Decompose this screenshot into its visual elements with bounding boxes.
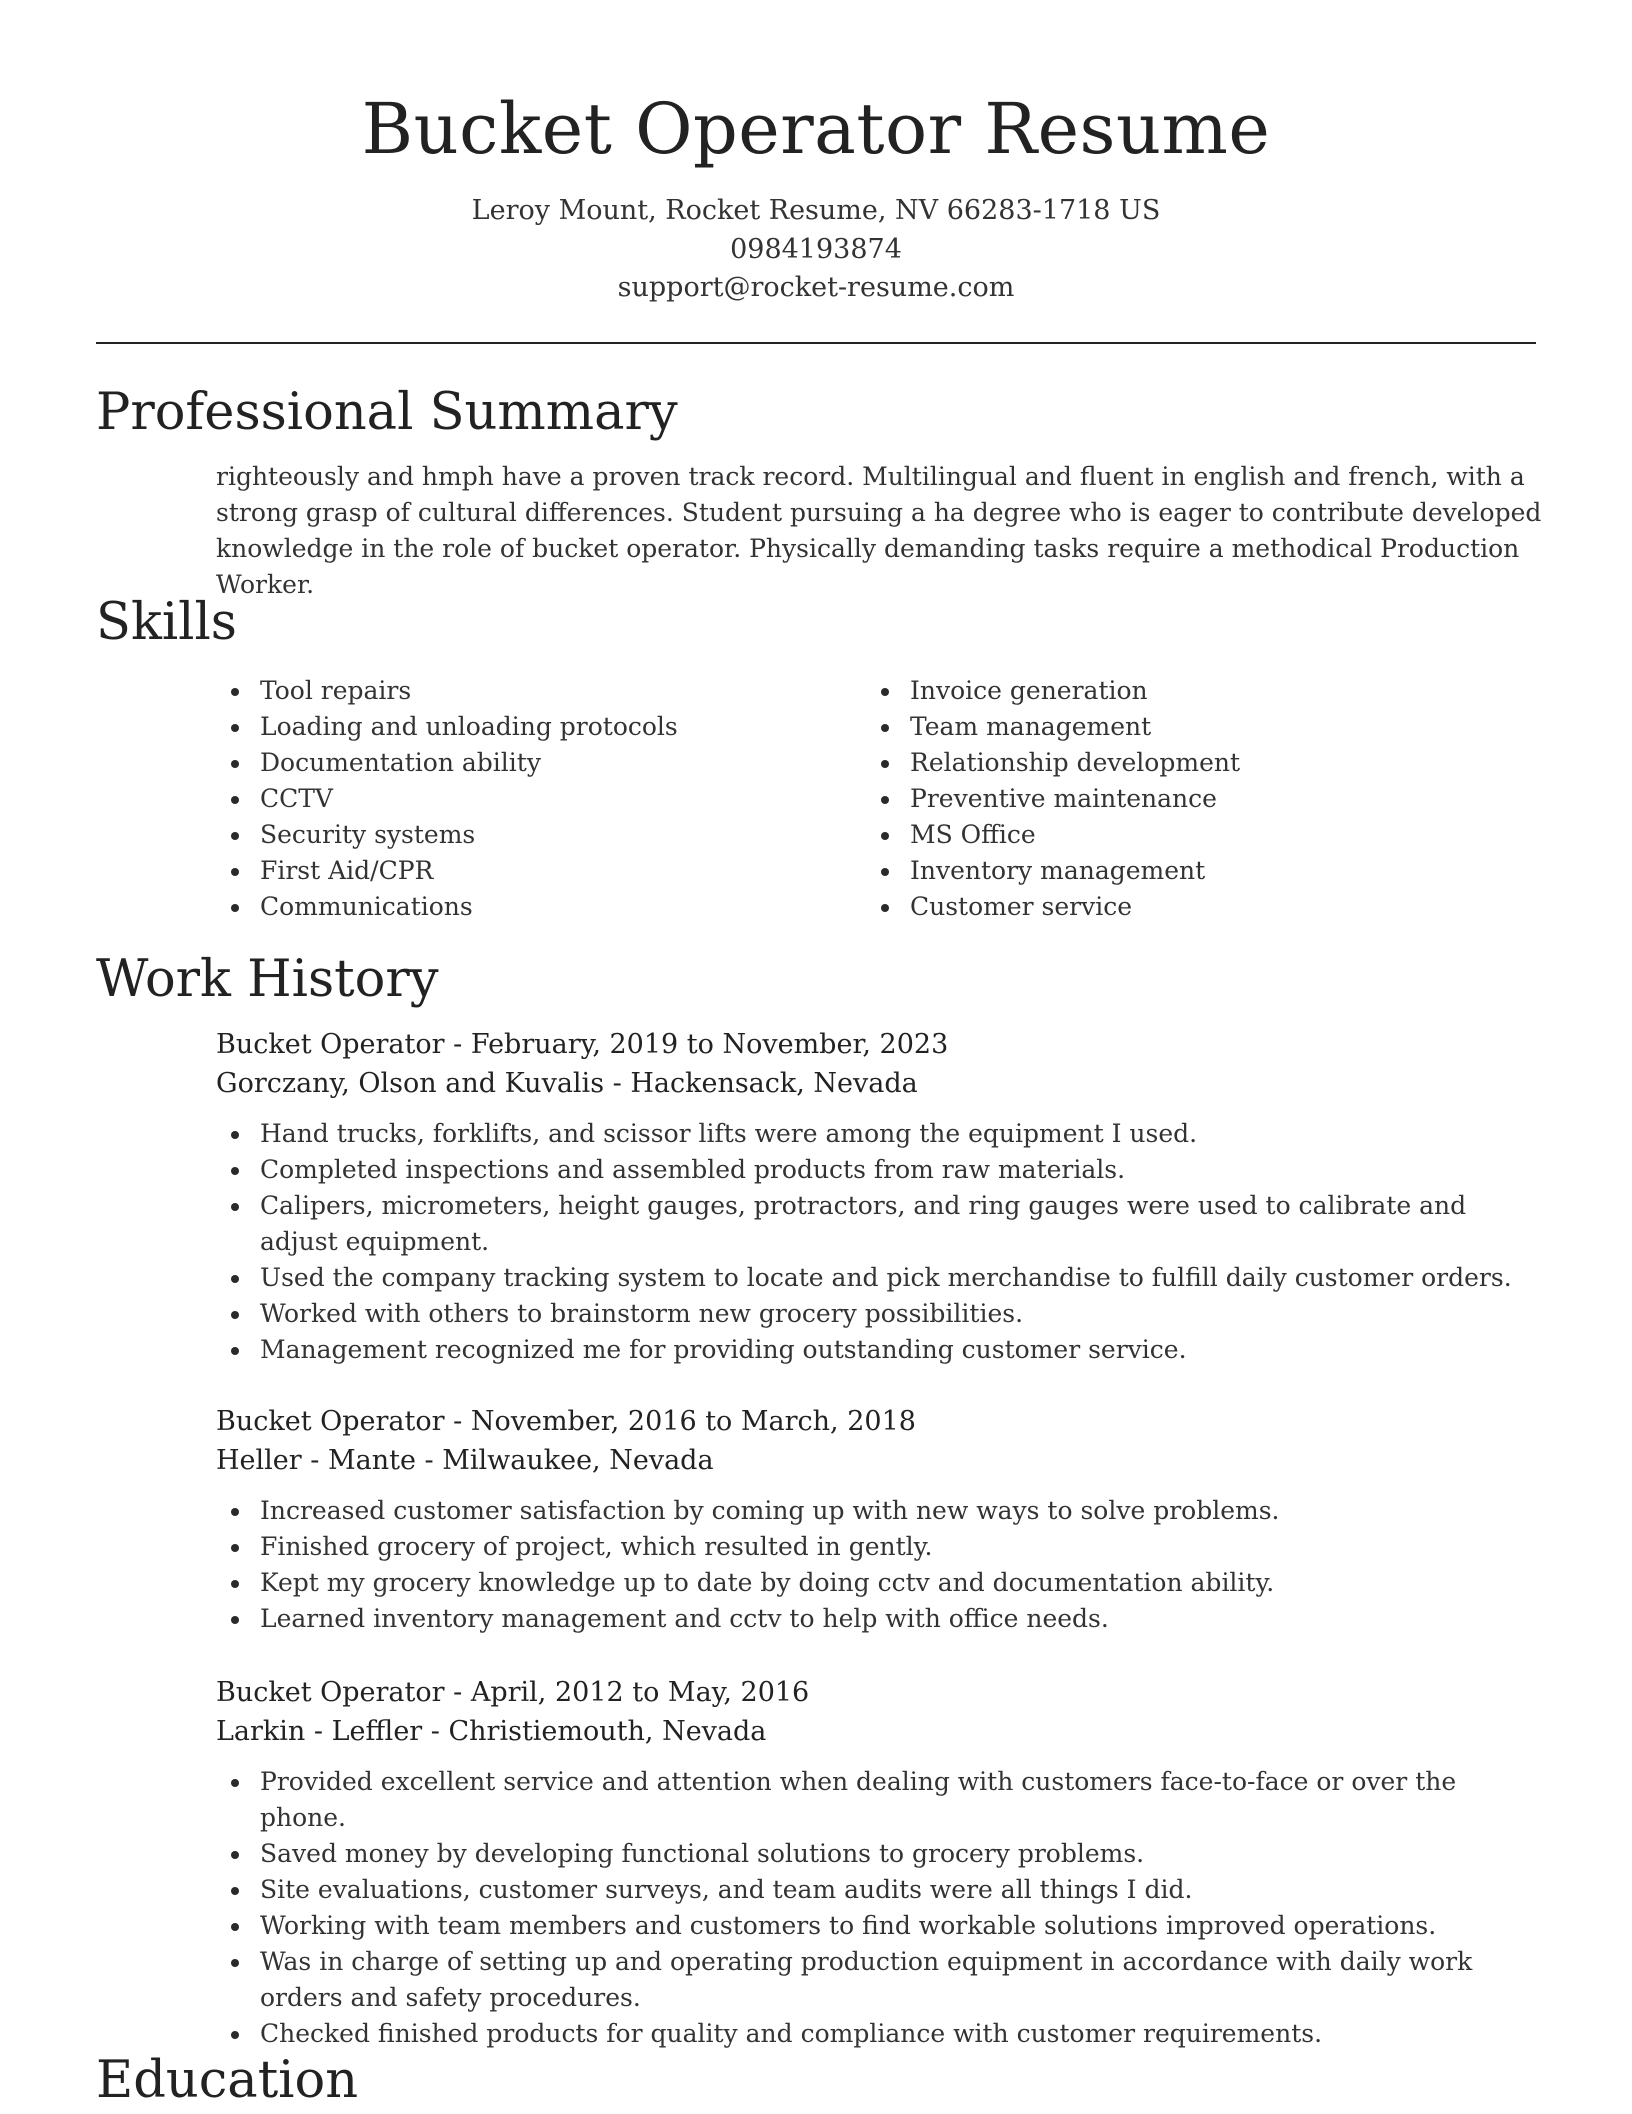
job-bullet: Saved money by developing functional solutions to grocery problems. [216,1836,1546,1872]
job-bullet: Hand trucks, forklifts, and scissor lifts were among the equipment I used. [216,1116,1546,1152]
skill-item: MS Office [866,817,1506,853]
job-bullet: Used the company tracking system to locate and pick merchandise to fulfill daily customer orders. [216,1260,1546,1296]
job-company-line: Heller - Mante - Milwaukee, Nevada [216,1445,714,1476]
job-entry [216,1402,1546,1637]
skill-item: Documentation ability [216,745,856,781]
summary-heading: Professional Summary [96,383,678,442]
contact-phone: 0984193874 [730,234,902,265]
job-bullet: Completed inspections and assembled products from raw materials. [216,1152,1546,1188]
contact-email: support@rocket-resume.com [617,272,1015,303]
skills-list-left [216,673,856,925]
header-divider [96,342,1536,344]
skill-item: CCTV [216,781,856,817]
job-title-line: Bucket Operator - February, 2019 to November, 2023 [216,1029,949,1060]
skill-item: Inventory management [866,853,1506,889]
skill-item: Tool repairs [216,673,856,709]
skill-item: Relationship development [866,745,1506,781]
skill-item: Communications [216,889,856,925]
education-heading: Education [96,2051,359,2110]
skill-item: First Aid/CPR [216,853,856,889]
job-bullet: Finished grocery of project, which resulted in gently. [216,1529,1546,1565]
skill-item: Invoice generation [866,673,1506,709]
job-bullet: Kept my grocery knowledge up to date by doing cctv and documentation ability. [216,1565,1546,1601]
skill-item: Team management [866,709,1506,745]
contact-address: Leroy Mount, Rocket Resume, NV 66283-1718 US [471,195,1161,226]
job-bullet: Management recognized me for providing outstanding customer service. [216,1332,1546,1368]
job-bullet: Site evaluations, customer surveys, and team audits were all things I did. [216,1872,1546,1908]
skill-item: Security systems [216,817,856,853]
skill-item: Loading and unloading protocols [216,709,856,745]
skill-item: Preventive maintenance [866,781,1506,817]
job-title-line: Bucket Operator - November, 2016 to March, 2018 [216,1406,916,1437]
job-company-line: Larkin - Leffler - Christiemouth, Nevada [216,1716,767,1747]
work-history-heading: Work History [96,950,439,1009]
job-bullet: Working with team members and customers to find workable solutions improved operations. [216,1908,1546,1944]
job-bullet: Learned inventory management and cctv to help with office needs. [216,1601,1546,1637]
job-bullet: Increased customer satisfaction by coming up with new ways to solve problems. [216,1493,1546,1529]
job-entry [216,1025,1546,1368]
skills-list-right [866,673,1506,925]
skill-item: Customer service [866,889,1506,925]
job-bullets [216,1764,1546,2052]
job-company-line: Gorczany, Olson and Kuvalis - Hackensack, Nevada [216,1068,918,1099]
job-bullet: Calipers, micrometers, height gauges, protractors, and ring gauges were used to calibrate and adjust equipment. [216,1188,1546,1260]
skills-heading: Skills [96,593,237,652]
job-bullets [216,1493,1546,1637]
job-entry [216,1673,1546,2052]
job-bullet: Checked finished products for quality and compliance with customer requirements. [216,2016,1546,2052]
job-bullet: Worked with others to brainstorm new grocery possibilities. [216,1296,1546,1332]
job-bullet: Provided excellent service and attention when dealing with customers face-to-face or over the phone. [216,1764,1546,1836]
job-bullet: Was in charge of setting up and operating production equipment in accordance with daily work orders and safety procedures. [216,1944,1546,2016]
job-bullets [216,1116,1546,1368]
resume-title: Bucket Operator Resume [361,88,1271,170]
summary-text: righteously and hmph have a proven track record. Multilingual and fluent in english and french, with a strong grasp of cultural differences. Student pursuing a ha degree who is eager to contribute developed knowledge in the role of bucket operator. Physically demanding tasks require a methodical Production Worker. [216,462,1542,599]
job-title-line: Bucket Operator - April, 2012 to May, 2016 [216,1677,810,1708]
